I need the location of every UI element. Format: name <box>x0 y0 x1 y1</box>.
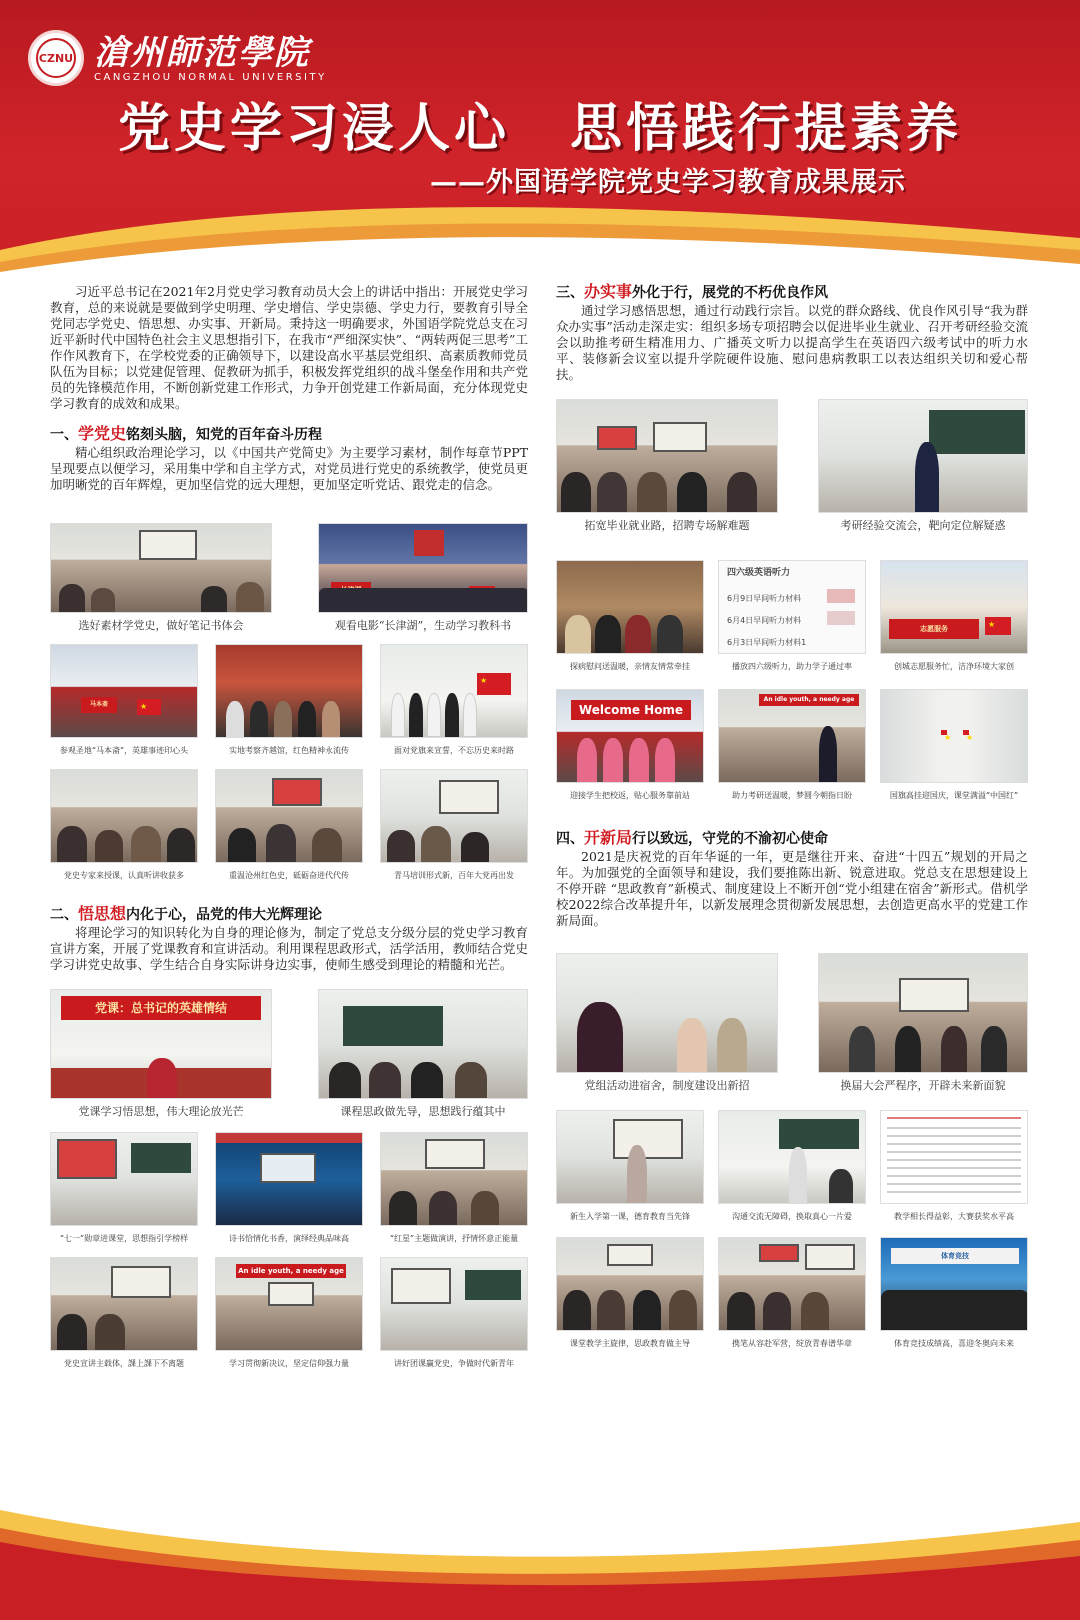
classroom-photo <box>50 523 272 613</box>
photo-card: 实地考察齐越馆，红色精神永流传 <box>215 644 363 759</box>
poster-header <box>0 0 1080 300</box>
photo-card: ★ 面对党旗来宣誓，不忘历史来时路 <box>380 644 528 759</box>
school-seal-icon: CZNU <box>28 30 84 86</box>
medal-lecture-photo <box>50 1132 198 1226</box>
section-4-body: 2021是庆祝党的百年华诞的一年，更是继往开来、奋进“十四五”规划的开局之年。为加强党的全面领导和建设，我们要推陈出新、锐意进取。党总支在思想建设上不停开辟 “思政教育”新模式、制度建设上不断开创“党小组建在宿舍”新形式。借机学校2022综合改革提升年，以新发展理念贯彻新发展思想，去创造更高水平的党建工作新局面。 <box>556 849 1028 928</box>
section-3 <box>556 284 1028 383</box>
speech-photo <box>380 1132 528 1226</box>
league-lecture-photo <box>380 1257 528 1351</box>
poster-footer <box>0 1470 1080 1620</box>
election-meeting-photo <box>818 953 1028 1073</box>
communication-photo <box>718 1110 866 1204</box>
photo-card: 党史专家来授课，认真听讲收获多 <box>50 769 198 884</box>
photo-card: 党史宣讲主载体，課上課下不离题 <box>50 1257 198 1372</box>
party-lecture-photo: 党课：总书记的英雄情结 <box>50 989 272 1099</box>
photo-card: 党组活动进宿舍，制度建设出新招 <box>556 953 778 1094</box>
corridor-flags-photo <box>880 689 1028 783</box>
photo-card: An idle youth, a needy age 学习贯彻新决议，坚定信仰强力量 <box>215 1257 363 1372</box>
section-2 <box>50 906 528 973</box>
listening-app-screenshot: 四六级英语听力 6月9日早间听力材料 6月4日早间听力材料 6月3日早间听力材料1 <box>718 560 866 654</box>
section-3-photos-row1 <box>556 399 1028 534</box>
photo-card: ★ 观看电影“长津湖”，生动学习教科书 <box>318 523 528 634</box>
exam-exchange-photo <box>818 399 1028 513</box>
footer-wave-decoration <box>0 1470 1080 1620</box>
section-1-photos-row3 <box>50 769 528 884</box>
photo-card: 换届大会严程序，开辟未来新面貌 <box>818 953 1028 1094</box>
training-photo <box>380 769 528 863</box>
lecture-photo <box>50 769 198 863</box>
photo-card: An idle youth, a needy age 助力考研送温暖，梦圆今朝指日盼 <box>718 689 866 804</box>
history-talk-photo <box>50 1257 198 1351</box>
section-1-heading: 一、学党史铭刻头脑，知党的百年奋斗历程 <box>50 424 323 443</box>
photo-card: 考研经验交流会，靶向定位解疑惑 <box>818 399 1028 534</box>
photo-card: 党课：总书记的英雄情结 党课学习悟思想，伟大理论放光芒 <box>50 989 272 1120</box>
section-2-photos-row3 <box>50 1257 528 1372</box>
section-1-photos-row2 <box>50 644 528 759</box>
photo-card: 重温沧州红色史，砥砺奋进代代传 <box>215 769 363 884</box>
classroom-teaching-photo <box>556 1237 704 1331</box>
photo-card: 携笔从容赴军营，绽放青春谱华章 <box>718 1237 866 1352</box>
dorm-activity-photo <box>556 953 778 1073</box>
section-4-heading: 四、开新局行以致远，守党的不渝初心使命 <box>556 828 829 847</box>
section-3-photos-row3 <box>556 689 1028 804</box>
photo-card: “红星”主题做演讲，抒情怀意正能量 <box>380 1132 528 1247</box>
visit-sick-photo <box>556 560 704 654</box>
section-1-photos-row1 <box>50 523 528 634</box>
photo-card: 选好素材学党史，做好笔记书体会 <box>50 523 272 634</box>
section-4-photos-row3 <box>556 1237 1028 1352</box>
photo-card: 讲好团课赢党史，争做时代新青年 <box>380 1257 528 1372</box>
section-2-heading: 二、悟思想内化于心，品党的伟大光辉理论 <box>50 904 323 923</box>
photo-card: 马本斋 ★ 参观圣地“马本斋”，英雄事迹印心头 <box>50 644 198 759</box>
photo-card: “七一”勋章进课堂，思想指引学榜样 <box>50 1132 198 1247</box>
oath-photo <box>380 644 528 738</box>
cinema-group-photo <box>318 523 528 613</box>
award-list-sheet <box>880 1110 1028 1204</box>
school-name-cn: 滄州師范學院 <box>94 32 310 73</box>
right-column <box>556 284 1028 1352</box>
freshman-lesson-photo <box>556 1110 704 1204</box>
section-3-photos-row2 <box>556 560 1028 675</box>
photo-card: 新生入学第一课，德育教育当先锋 <box>556 1110 704 1225</box>
photo-card: 拓宽毕业就业路，招聘专场解难题 <box>556 399 778 534</box>
section-4-photos-row1 <box>556 953 1028 1094</box>
section-1-body: 精心组织政治理论学习，以《中国共产党简史》为主要学习素材，制作每章节PPT呈现要点以便学习，采用集中学和自主学方式，对党员进行党史的系统教学，使党员更加明晰党的百年辉煌，更加坚信党的远大理想，更加坚定听党话、跟党走的信念。 <box>50 445 528 492</box>
museum-visit-photo <box>215 644 363 738</box>
sub-title: ——外国语学院党史学习教育成果展示 <box>430 167 906 198</box>
school-logo <box>28 30 327 86</box>
main-title-right: 思悟践行提素养 <box>570 99 963 159</box>
enlistment-talk-photo <box>718 1237 866 1331</box>
photo-card: Welcome Home 迎接学生把校返，贴心服务靠前站 <box>556 689 704 804</box>
left-column <box>50 284 528 1372</box>
main-title-left: 党史学习浸人心 <box>117 99 510 159</box>
photo-card: 探病慰问送温暖，亲情友情常牵挂 <box>556 560 704 675</box>
photo-card: 体育竞技 体育竞技成绩高，喜迎冬奥向未来 <box>880 1237 1028 1352</box>
section-2-photos-row2 <box>50 1132 528 1247</box>
section-2-photos-row1 <box>50 989 528 1120</box>
resolution-study-photo: An idle youth, a needy age <box>215 1257 363 1351</box>
photo-card: 诗书恰情化书香，演绎经典品味高 <box>215 1132 363 1247</box>
section-3-body: 通过学习感悟思想，通过行动践行宗旨。以党的群众路线、优良作风引导“我为群众办实事”活动走深走实：组织多场专项招聘会以促进毕业生就业、召开考研经验交流会以助推考研生精准用力、广播英文听力以提高学生在英语四六级考试中的听力水平、装修新会议室以提升学院硬件设施、慰问患病教职工以表达组织关切和爱心帮扶。 <box>556 303 1028 382</box>
classroom-ideology-photo <box>318 989 528 1099</box>
volunteer-photo: 志愿服务 ★ <box>880 560 1028 654</box>
local-history-photo <box>215 769 363 863</box>
photo-card: 课堂教学主旋律，思政教育做主导 <box>556 1237 704 1352</box>
photo-card: 四六级英语听力 6月9日早间听力材料 6月4日早间听力材料 6月3日早间听力材料1 播放四六级听力，助力学子通过率 <box>718 560 866 675</box>
photo-card: ★ ★ 国旗高挂迎国庆，课堂满溢“中国红” <box>880 689 1028 804</box>
exam-care-photo: An idle youth, a needy age <box>718 689 866 783</box>
school-name-en: CANGZHOU NORMAL UNIVERSITY <box>94 71 327 83</box>
main-title <box>0 86 1080 161</box>
photo-card: 志愿服务 ★ 创城志愿服务忙，洁净环境大家创 <box>880 560 1028 675</box>
memorial-visit-photo: 马本斋 ★ <box>50 644 198 738</box>
photo-card: 教学相长得益彰，大赛获奖水平高 <box>880 1110 1028 1225</box>
section-4-photos-row2 <box>556 1110 1028 1225</box>
poetry-stage-photo <box>215 1132 363 1226</box>
sports-team-photo: 体育竞技 <box>880 1237 1028 1331</box>
welcome-back-photo: Welcome Home <box>556 689 704 783</box>
section-4 <box>556 830 1028 929</box>
section-3-heading: 三、办实事外化于行，展党的不朽优良作风 <box>556 282 829 301</box>
photo-card: 沟通交流无障碍，换取真心一片爱 <box>718 1110 866 1225</box>
section-2-body: 将理论学习的知识转化为自身的理论修为，制定了党总支分级分层的党史学习教育宣讲方案，开展了党课教育和宣讲活动。利用课程思政形式，活学活用，教师结合党史学习讲党史故事、学生结合自身实际讲身边实事，使师生感受到理论的精髓和光芒。 <box>50 925 528 972</box>
job-fair-photo <box>556 399 778 513</box>
intro-paragraph: 习近平总书记在2021年2月党史学习教育动员大会上的讲话中指出：开展党史学习教育，总的来说就是要做到学史明理、学史增信、学史崇德、学史力行，要教育引导全党同志学党史、悟思想、办实事、开新局。秉持这一明确要求，外国语学院党总支在习近平新时代中国特色社会主义思想指引下，在我市“严细深实快”、“两转两促三思考”工作作风教育下，在学校党委的正确领导下，以建设高水平基层党组织、高素质教师党员队伍为目标；以党建促管理、促教研为抓手，积极发挥党组织的战斗堡垒作用和共产党员的先锋模范作用，不断创新党建工作形式，力争开创党建工作新局面，充分体现党史学习教育的成效和成果。 <box>50 284 528 411</box>
photo-card: 课程思政做先导，思想践行蕴其中 <box>318 989 528 1120</box>
section-1 <box>50 426 528 493</box>
photo-card: 青马培训形式新，百年大党再出发 <box>380 769 528 884</box>
